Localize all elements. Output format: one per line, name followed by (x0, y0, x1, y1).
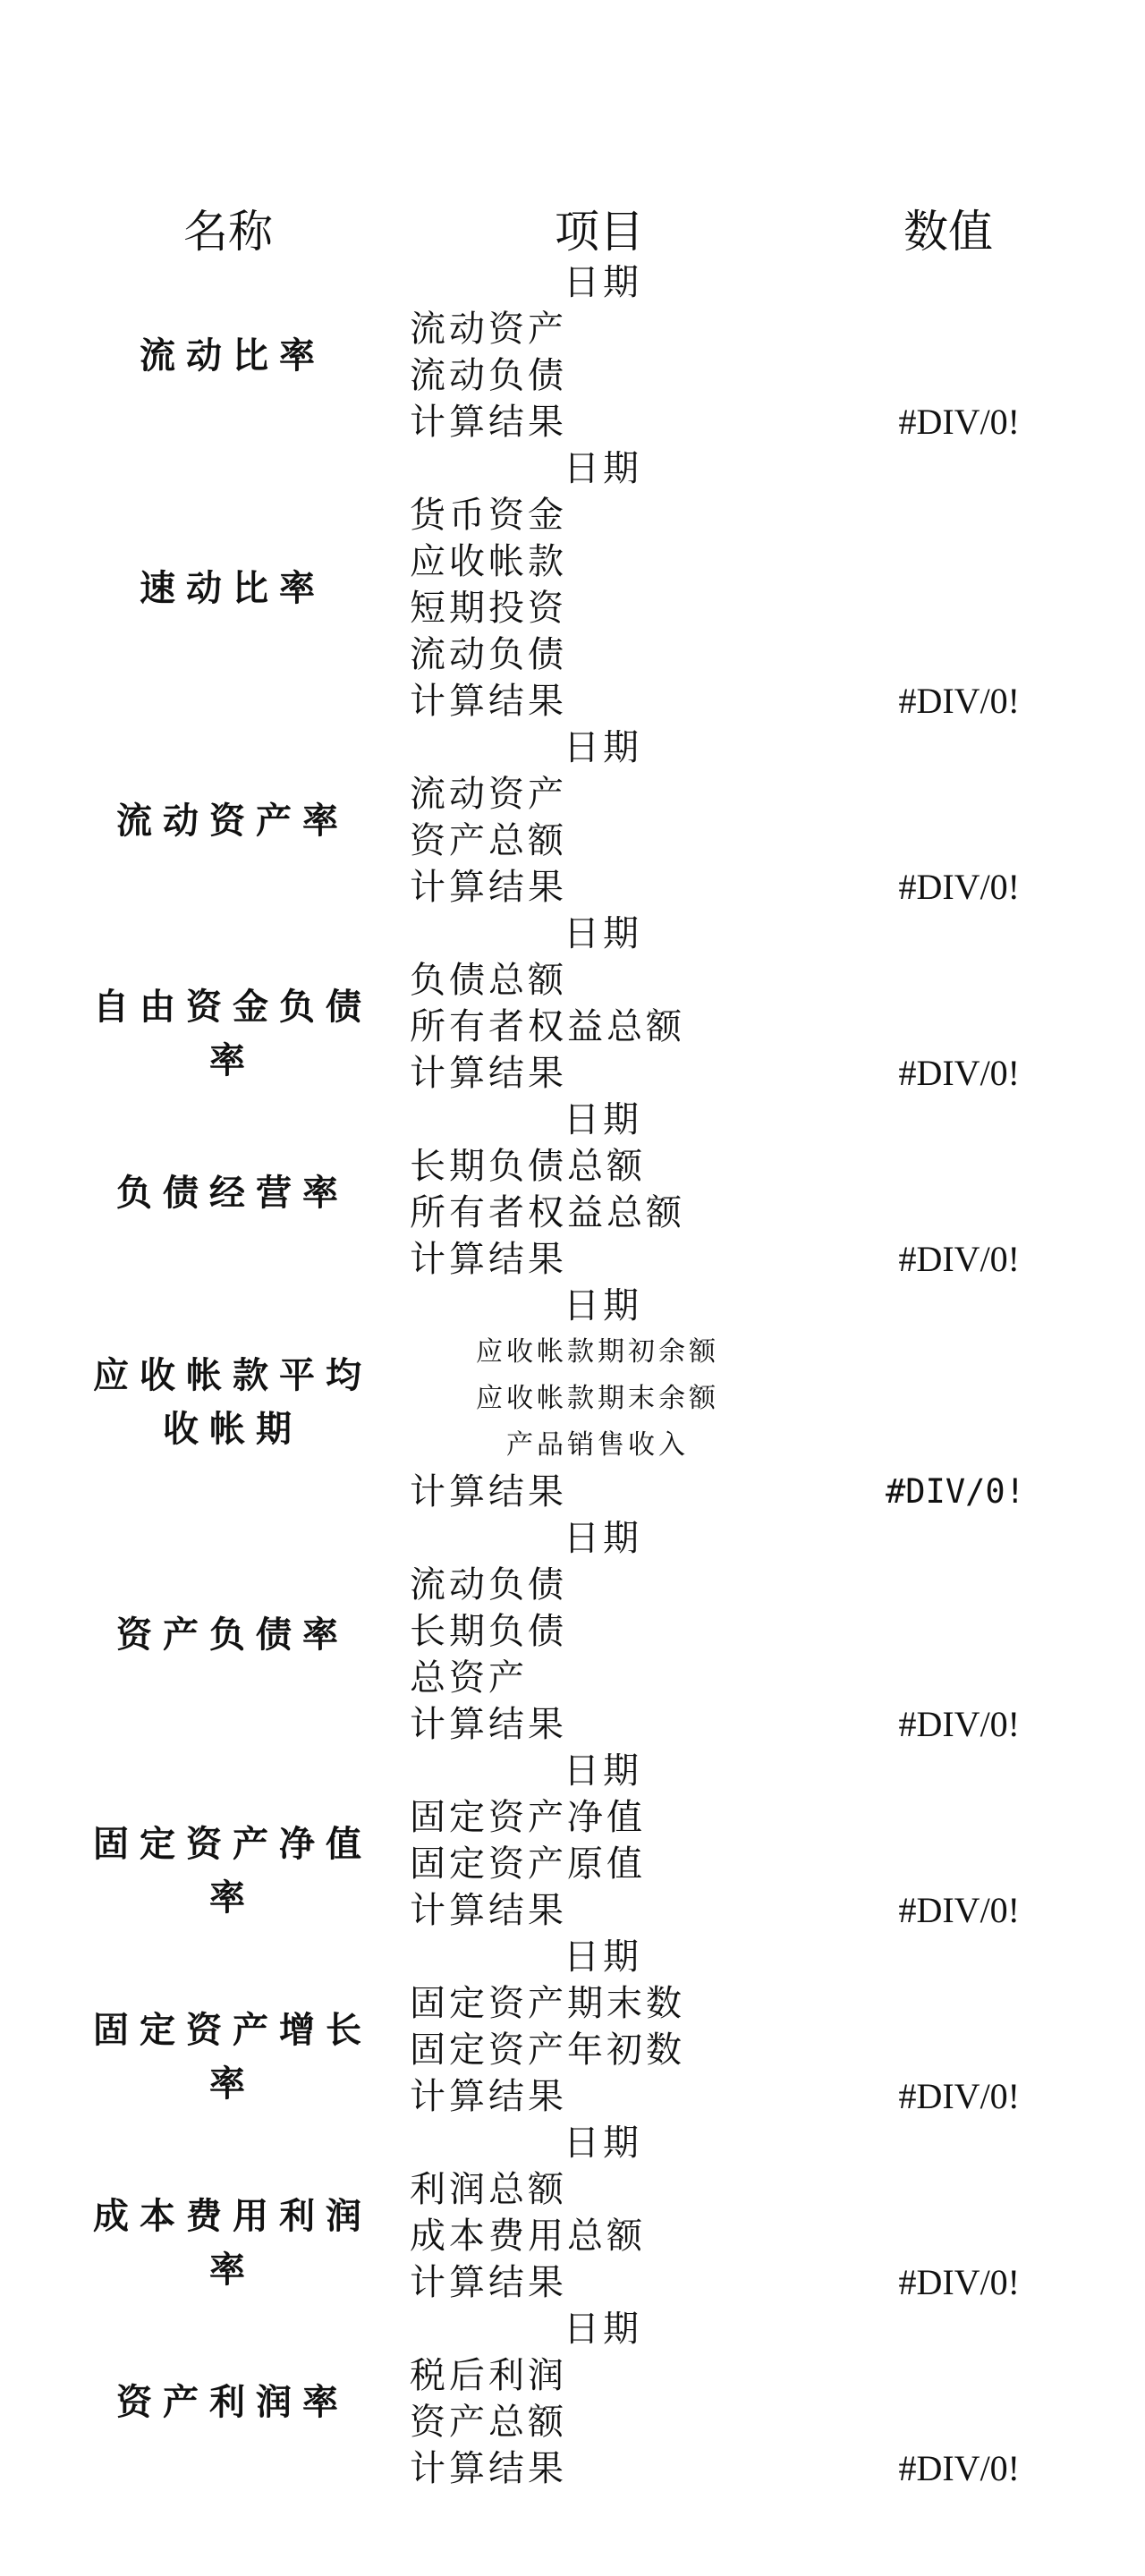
result-label: 计算结果 (410, 1053, 567, 1094)
date-label: 日期 (564, 727, 642, 768)
ratio-name: 资产利润率 (116, 2382, 349, 2423)
item-label: 货币资金 (410, 495, 567, 536)
result-label: 计算结果 (410, 402, 567, 443)
item-label: 资产总额 (410, 2402, 567, 2443)
result-value: #DIV/0! (898, 1890, 1020, 1930)
ratio-name: 速动比率 (140, 568, 326, 609)
item-label: 固定资产年初数 (410, 2029, 685, 2071)
item-label: 应收帐款期初余额 (476, 1336, 719, 1368)
item-label: 资产总额 (410, 820, 567, 861)
result-label: 计算结果 (410, 1239, 567, 1280)
date-label: 日期 (564, 1099, 642, 1140)
date-label: 日期 (564, 262, 642, 303)
ratio-name: 固定资产增长率 (93, 2010, 372, 2105)
item-label: 应收帐款期末余额 (476, 1383, 719, 1414)
date-label: 日期 (564, 2123, 642, 2164)
ratio-name: 应收帐款平均收帐期 (93, 1355, 372, 1450)
date-label: 日期 (564, 1750, 642, 1792)
header-item: 项目 (555, 206, 644, 258)
item-label: 流动负债 (410, 355, 567, 396)
item-label: 成本费用总额 (410, 2216, 646, 2257)
result-label: 计算结果 (410, 2262, 567, 2303)
date-label: 日期 (564, 448, 642, 489)
result-value: #DIV/0! (898, 402, 1020, 442)
result-label: 计算结果 (410, 867, 567, 908)
ratio-name: 资产负债率 (116, 1614, 349, 1656)
item-label: 税后利润 (410, 2355, 567, 2396)
item-label: 产品销售收入 (506, 1429, 689, 1461)
item-label: 流动负债 (410, 634, 567, 675)
ratio-name: 固定资产净值率 (93, 1824, 372, 1919)
item-label: 负债总额 (410, 960, 567, 1001)
item-label: 所有者权益总额 (410, 1006, 685, 1047)
result-value: #DIV/0! (898, 1239, 1020, 1279)
date-label: 日期 (564, 1936, 642, 1978)
date-label: 日期 (564, 913, 642, 954)
item-label: 长期负债总额 (410, 1146, 646, 1187)
item-label: 流动资产 (410, 309, 567, 350)
ratio-name: 自由资金负债率 (93, 987, 372, 1081)
date-label: 日期 (564, 2309, 642, 2350)
result-value: #DIV/0! (898, 681, 1020, 721)
result-value: #DIV/0! (898, 1704, 1020, 1744)
ratio-name: 流动比率 (140, 335, 326, 377)
header-value: 数值 (903, 206, 993, 258)
item-label: 流动资产 (410, 774, 567, 815)
result-value: #DIV/0! (886, 1472, 1025, 1511)
result-value: #DIV/0! (898, 2076, 1020, 2116)
item-label: 总资产 (410, 1657, 528, 1699)
result-label: 计算结果 (410, 2448, 567, 2489)
item-label: 利润总额 (410, 2169, 567, 2210)
result-value: #DIV/0! (898, 2262, 1020, 2302)
result-value: #DIV/0! (898, 867, 1020, 907)
result-value: #DIV/0! (898, 2448, 1020, 2488)
ratio-name: 负债经营率 (116, 1173, 349, 1214)
result-label: 计算结果 (410, 681, 567, 722)
item-label: 长期负债 (410, 1611, 567, 1652)
item-label: 流动负债 (410, 1564, 567, 1606)
item-label: 固定资产原值 (410, 1843, 646, 1885)
ratio-name: 流动资产率 (116, 801, 349, 842)
item-label: 所有者权益总额 (410, 1192, 685, 1233)
date-label: 日期 (564, 1518, 642, 1559)
header-name: 名称 (183, 206, 273, 258)
item-label: 应收帐款 (410, 541, 567, 582)
item-label: 短期投资 (410, 588, 567, 629)
item-label: 固定资产净值 (410, 1797, 646, 1838)
result-value: #DIV/0! (898, 1053, 1020, 1093)
ratio-name: 成本费用利润率 (93, 2196, 372, 2291)
result-label: 计算结果 (410, 1471, 567, 1513)
date-label: 日期 (564, 1285, 642, 1326)
item-label: 固定资产期末数 (410, 1983, 685, 2024)
result-label: 计算结果 (410, 2076, 567, 2117)
result-label: 计算结果 (410, 1704, 567, 1745)
result-label: 计算结果 (410, 1890, 567, 1931)
